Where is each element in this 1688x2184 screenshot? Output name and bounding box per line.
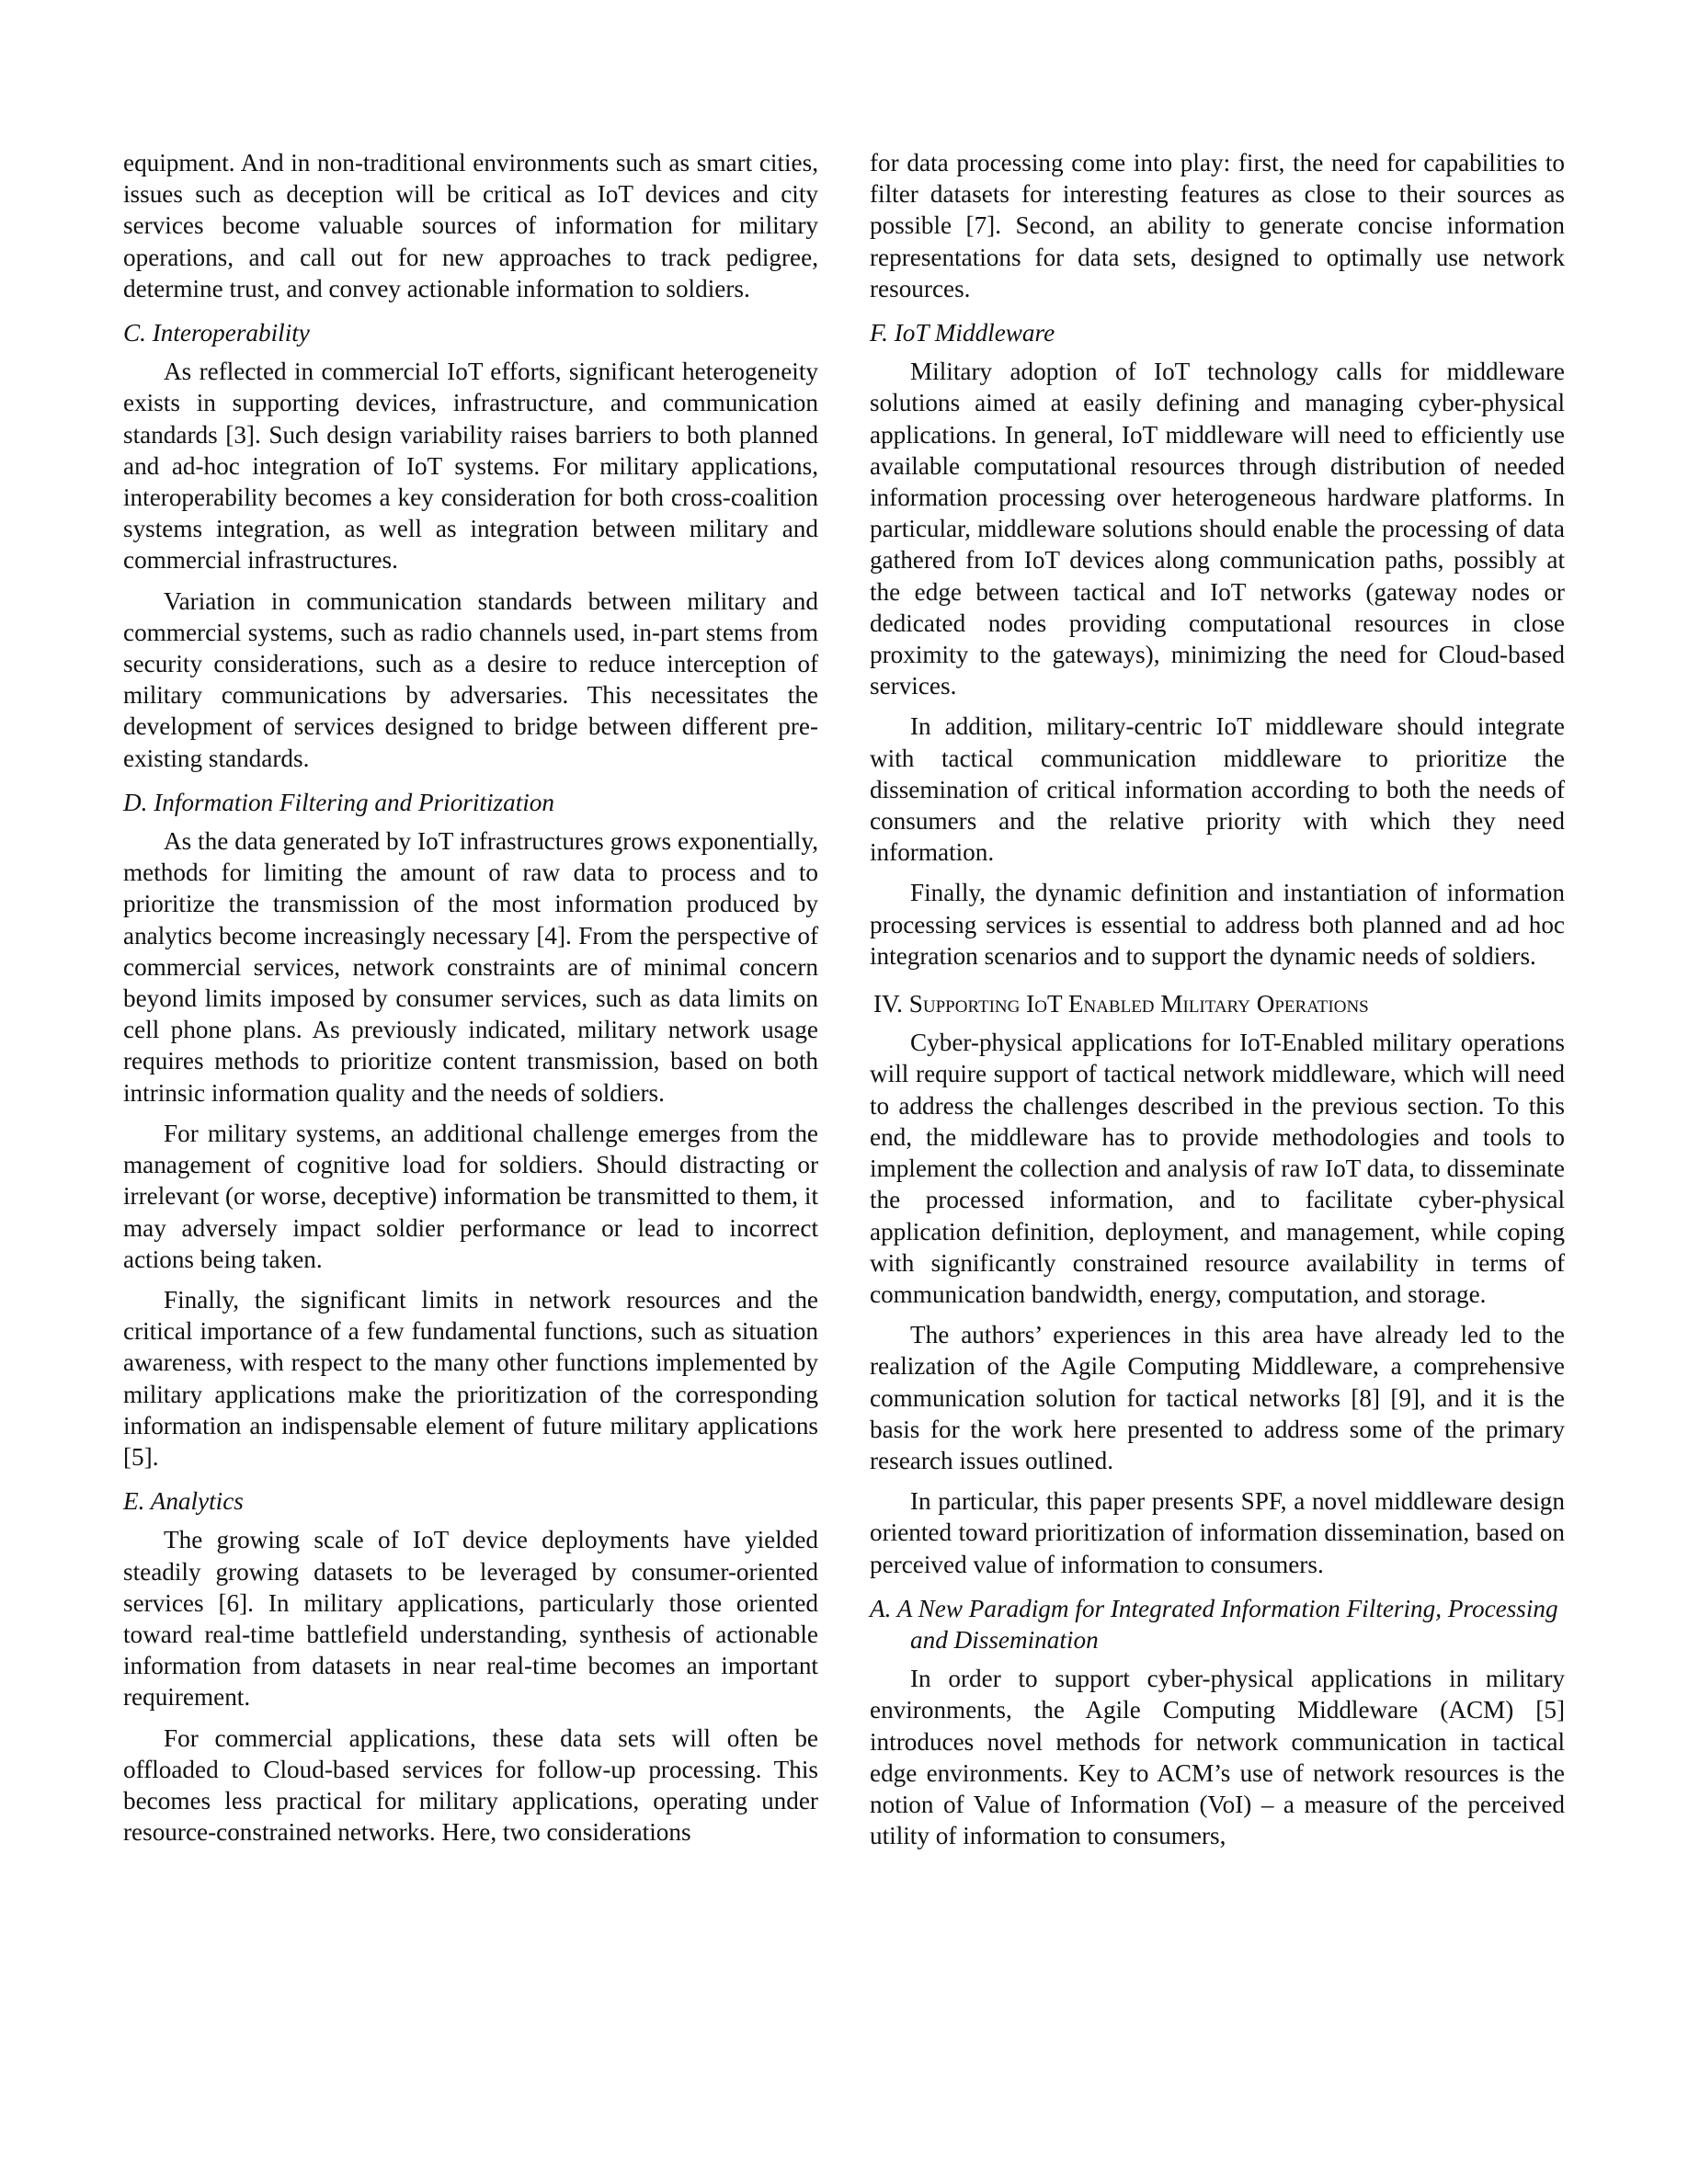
- paragraph-continued: for data processing come into play: first, the need for capabilities to filter datasets for interesting features as close to their sources as possible [7]. Second, an ability to generate concise information representations for data sets, designed to optimally use network resources.: [870, 149, 1565, 302]
- right-column: [870, 147, 1565, 1860]
- paragraph: In order to support cyber-physical applications in military environments, the Agile Computing Middleware (ACM) [5] introduces novel methods for network communication in tactical edge environments. Key to ACM’s use of network resources is the notion of Value of Information (VoI) – a measure of the perceived utility of information to consumers,: [870, 1665, 1565, 1850]
- paragraph: As the data generated by IoT infrastructures grows exponentially, methods for limiting the amount of raw data to process and to prioritize the transmission of the most information produced by analytics become increasingly necessary [4]. From the perspective of commercial services, network constraints are of minimal concern beyond limits imposed by consumer services, such as data limits on cell phone plans. As previously indicated, military network usage requires methods to prioritize content transmission, based on both intrinsic information quality and the needs of soldiers.: [123, 827, 818, 1107]
- subsection-heading-interoperability: C. Interoperability: [123, 319, 310, 347]
- paragraph: Finally, the significant limits in network resources and the critical importance of a few fundamental functions, such as situation awareness, with respect to the many other functions implemented by military applications make the prioritization of the corresponding information an indispensable element of future military applications [5].: [123, 1285, 818, 1471]
- paragraph: The authors’ experiences in this area have already led to the realization of the Agile Computing Middleware, a comprehensive communication solution for tactical networks [8] [9], and it is the basis for the work here presented to address some of the primary research issues outlined.: [870, 1321, 1565, 1474]
- left-column: [123, 147, 818, 1857]
- paragraph: The growing scale of IoT device deployments have yielded steadily growing datasets to be leveraged by consumer-oriented services [6]. In military applications, particularly those oriented toward real-time battlefield understanding, synthesis of actionable information from datasets in near real-time becomes an important requirement.: [123, 1526, 818, 1712]
- subsection-heading-new-paradigm: A. A New Paradigm for Integrated Information Filtering, Processing and Dissemination: [870, 1594, 1558, 1654]
- section-heading-iv: IV. Supporting IoT Enabled Military Operations: [873, 990, 1369, 1018]
- subsection-heading-analytics: E. Analytics: [123, 1487, 244, 1516]
- subsection-heading-information-filtering: D. Information Filtering and Prioritization: [123, 788, 554, 816]
- paragraph: In particular, this paper presents SPF, a novel middleware design oriented toward prioritization of information dissemination, based on perceived value of information to consumers.: [870, 1487, 1565, 1578]
- paragraph: As reflected in commercial IoT efforts, significant heterogeneity exists in supporting devices, infrastructure, and communication standards [3]. Such design variability raises barriers to both planned and ad-hoc integration of IoT systems. For military applications, interoperability becomes a key consideration for both cross-coalition systems integration, as well as integration between military and commercial infrastructures.: [123, 358, 818, 574]
- paragraph: Finally, the dynamic definition and instantiation of information processing services is essential to address both planned and ad hoc integration scenarios and to support the dynamic needs of soldiers.: [870, 879, 1565, 970]
- subsection-heading-iot-middleware: F. IoT Middleware: [870, 319, 1055, 347]
- paragraph-continued-intro: equipment. And in non-traditional environments such as smart cities, issues such as deception will be critical as IoT devices and city services become valuable sources of information for military operations, and call out for new approaches to track pedigree, determine trust, and convey actionable information to soldiers.: [123, 149, 818, 302]
- paragraph: In addition, military-centric IoT middleware should integrate with tactical communication middleware to prioritize the dissemination of critical information according to both the needs of consumers and the relative priority with which they need information.: [870, 712, 1565, 867]
- paragraph: For commercial applications, these data sets will often be offloaded to Cloud-based services for follow-up processing. This becomes less practical for military applications, operating under resource-constrained networks. Here, two considerations: [123, 1723, 818, 1847]
- paragraph: Cyber-physical applications for IoT-Enabled military operations will require support of tactical network middleware, which will need to address the challenges described in the previous section. To this end, the middleware has to provide methodologies and tools to implement the collection and analysis of raw IoT data, to disseminate the processed information, and to facilitate cyber-physical application definition, deployment, and management, while coping with significantly constrained resource availability in terms of communication bandwidth, energy, computation, and storage.: [870, 1029, 1565, 1308]
- paragraph: Variation in communication standards between military and commercial systems, such as radio channels used, in-part stems from security considerations, such as a desire to reduce interception of military communications by adversaries. This necessitates the development of services designed to bridge between different pre-existing standards.: [123, 586, 818, 772]
- paragraph: Military adoption of IoT technology calls for middleware solutions aimed at easily defining and managing cyber-physical applications. In general, IoT middleware will need to efficiently use available computational resources through distribution of needed information processing over heterogeneous hardware platforms. In particular, middleware solutions should enable the processing of data gathered from IoT devices along communication paths, possibly at the edge between tactical and IoT networks (gateway nodes or dedicated nodes providing computational resources in close proximity to the gateways), minimizing the need for Cloud-based services.: [870, 358, 1565, 700]
- paragraph: For military systems, an additional challenge emerges from the management of cognitive load for soldiers. Should distracting or irrelevant (or worse, deceptive) information be transmitted to them, it may adversely impact soldier performance or lead to incorrect actions being taken.: [123, 1119, 818, 1273]
